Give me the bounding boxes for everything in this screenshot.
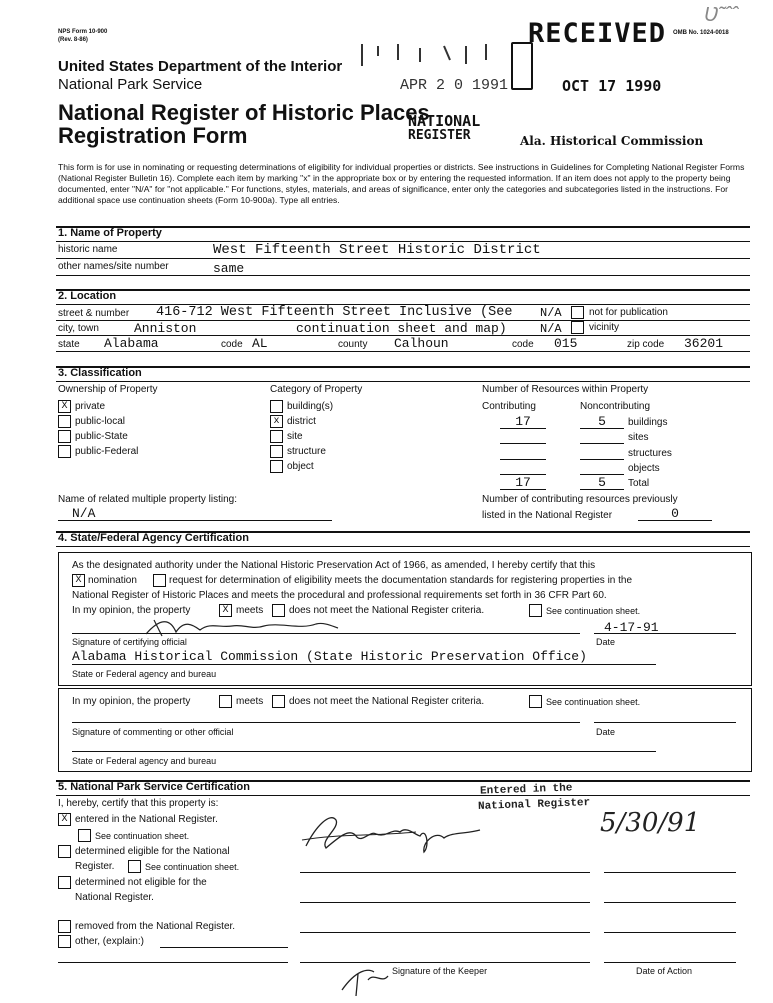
category-buildings-checkbox[interactable] bbox=[270, 400, 283, 413]
entered-see-label: See continuation sheet. bbox=[95, 831, 190, 841]
removed-checkbox[interactable] bbox=[58, 920, 71, 933]
request-checkbox[interactable] bbox=[153, 574, 166, 587]
zip-label: zip code bbox=[627, 339, 665, 350]
historic-name-label: historic name bbox=[58, 244, 118, 255]
certification-line3: National Register of Historic Places and meets the procedural and professional requirements set forth in 36 CFR Part 60. bbox=[72, 590, 607, 601]
street-label: street & number bbox=[58, 308, 130, 319]
resource-row-label: sites bbox=[628, 432, 649, 443]
eligible-see-checkbox[interactable] bbox=[128, 860, 141, 873]
keeper-label: Signature of the Keeper bbox=[392, 966, 488, 976]
opinion2-does-not-label: does not meet the National Register criteria. bbox=[289, 696, 485, 707]
field-rule bbox=[56, 258, 750, 259]
agency-underline bbox=[72, 664, 656, 665]
not-eligible-label: determined not eligible for the bbox=[75, 877, 207, 888]
nomination-checkbox[interactable]: X bbox=[72, 574, 85, 587]
ownership-public-state-checkbox[interactable] bbox=[58, 430, 71, 443]
related-listing-label: Name of related multiple property listing: bbox=[58, 494, 237, 505]
resource-noncontributing-total[interactable]: 5 bbox=[598, 475, 606, 490]
section-rule bbox=[56, 546, 750, 547]
meets-checkbox[interactable]: X bbox=[219, 604, 232, 617]
resource-row-label: structures bbox=[628, 448, 672, 459]
nomination-label: nomination bbox=[88, 575, 137, 586]
oct-date-stamp: OCT 17 1990 bbox=[562, 77, 662, 95]
section5-heading: 5. National Park Service Certification bbox=[58, 781, 250, 793]
resource-row-label: objects bbox=[628, 463, 660, 474]
date-label: Date bbox=[596, 637, 616, 647]
keeper-date-line bbox=[604, 872, 736, 873]
resource-total-label: Total bbox=[628, 478, 650, 489]
keeper-date-line bbox=[604, 962, 736, 963]
county-value[interactable]: Calhoun bbox=[394, 336, 449, 351]
historic-name-value[interactable]: West Fifteenth Street Historic District bbox=[213, 242, 541, 258]
agency-label: State or Federal agency and bureau bbox=[72, 669, 217, 679]
category-district-checkbox[interactable]: x bbox=[270, 415, 283, 428]
ownership-label: Ownership of Property bbox=[58, 384, 158, 395]
department-title: United States Department of the Interior bbox=[58, 58, 343, 75]
section2-heading: 2. Location bbox=[58, 290, 117, 302]
resource-underline bbox=[580, 459, 624, 460]
other-explain-underline bbox=[160, 947, 288, 948]
resources-label: Number of Resources within Property bbox=[482, 384, 649, 395]
keeper-date-line bbox=[604, 902, 736, 903]
state-code-label: code bbox=[221, 339, 243, 350]
resource-underline bbox=[580, 428, 624, 429]
keeper-line bbox=[300, 932, 590, 933]
city-na: N/A bbox=[540, 322, 562, 336]
ownership-public-state-label: public-State bbox=[75, 431, 128, 442]
field-rule bbox=[56, 351, 750, 352]
vicinity-checkbox[interactable] bbox=[571, 321, 584, 334]
not-eligible-label2: National Register. bbox=[75, 892, 154, 903]
request-label: request for determination of eligibility meets the documentation standards for registering properties in the bbox=[169, 575, 633, 586]
commenting-label: Signature of commenting or other official bbox=[72, 727, 234, 737]
previously-listed-label2: listed in the National Register bbox=[482, 510, 613, 521]
ownership-private-checkbox[interactable]: X bbox=[58, 400, 71, 413]
previously-listed-value[interactable]: 0 bbox=[671, 506, 679, 521]
commenting-underline bbox=[72, 722, 580, 723]
county-code-value[interactable]: 015 bbox=[554, 336, 578, 351]
stamp-smudge bbox=[358, 42, 496, 72]
date2-label: Date bbox=[596, 727, 616, 737]
entered-stamp-line1: Entered in the bbox=[479, 782, 573, 798]
resource-underline bbox=[500, 443, 546, 444]
field-rule bbox=[56, 275, 750, 276]
eligible-see-label: See continuation sheet. bbox=[145, 862, 240, 872]
entered-see-checkbox[interactable] bbox=[78, 829, 91, 842]
keeper-signature bbox=[296, 806, 496, 854]
resource-noncontributing-value[interactable]: 5 bbox=[598, 414, 606, 429]
certification-date-value[interactable]: 4-17-91 bbox=[604, 620, 659, 635]
section1-heading: 1. Name of Property bbox=[58, 227, 162, 239]
entered-label: entered in the National Register. bbox=[75, 814, 218, 825]
zip-value[interactable]: 36201 bbox=[684, 336, 724, 351]
opinion2-meets-checkbox[interactable] bbox=[219, 695, 232, 708]
signature-underline bbox=[72, 633, 580, 634]
vicinity-label: vicinity bbox=[589, 322, 620, 333]
state-value[interactable]: Alabama bbox=[104, 336, 159, 351]
resource-underline bbox=[500, 428, 546, 429]
form-title-line2: Registration Form bbox=[58, 123, 248, 148]
section-rule bbox=[56, 366, 750, 368]
ownership-public-federal-checkbox[interactable] bbox=[58, 445, 71, 458]
keeper-date-line bbox=[604, 932, 736, 933]
noncontributing-label: Noncontributing bbox=[580, 401, 651, 412]
omb-number: OMB No. 1024-0018 bbox=[673, 30, 729, 36]
contributing-label: Contributing bbox=[482, 401, 536, 412]
ownership-private-label: private bbox=[75, 401, 106, 412]
action-date-value[interactable]: 5/30/91 bbox=[600, 808, 701, 838]
resource-row-label: buildings bbox=[628, 417, 668, 428]
state-label: state bbox=[58, 339, 80, 350]
opinion2-label: In my opinion, the property bbox=[72, 696, 191, 707]
register-label: Register. bbox=[75, 861, 115, 872]
category-object-checkbox[interactable] bbox=[270, 460, 283, 473]
ownership-public-local-label: public-local bbox=[75, 416, 126, 427]
category-structure-checkbox[interactable] bbox=[270, 445, 283, 458]
category-site-checkbox[interactable] bbox=[270, 430, 283, 443]
service-title: National Park Service bbox=[58, 76, 203, 93]
ownership-public-local-checkbox[interactable] bbox=[58, 415, 71, 428]
form-number: NPS Form 10-900 bbox=[58, 29, 108, 35]
resource-contributing-value[interactable]: 17 bbox=[515, 414, 531, 429]
section-rule bbox=[56, 381, 750, 382]
keeper-line bbox=[300, 902, 590, 903]
previously-listed-label1: Number of contributing resources previously bbox=[482, 494, 678, 505]
received-date-stamp: APR 2 0 1991 bbox=[400, 77, 509, 94]
not-eligible-checkbox[interactable] bbox=[58, 876, 71, 889]
removed-label: removed from the National Register. bbox=[75, 921, 236, 932]
county-label: county bbox=[338, 339, 368, 350]
other-names-label: other names/site number bbox=[58, 261, 169, 272]
not-for-publication-checkbox[interactable] bbox=[571, 306, 584, 319]
agency-value[interactable]: Alabama Historical Commission (State Historic Preservation Office) bbox=[72, 649, 587, 664]
instructions-paragraph: This form is for use in nominating or requesting determinations of eligibility for individual properties or districts. See instructions in Guidelines for Completing National Register Forms (National Register Bulletin 16). Complete each item by marking "x" in the appropriate box or by entering the requested information. If an item does not apply to the property being documented, enter "N/A" for "not applicable." For functions, styles, materials, and areas of significance, enter only the categories and subcategories listed in the instructions. For additional space use continuation sheets (Form 10-900a). Type all entries. bbox=[58, 162, 745, 205]
related-listing-underline bbox=[58, 520, 332, 521]
street-na: N/A bbox=[540, 306, 562, 320]
ownership-public-federal-label: public-Federal bbox=[75, 446, 139, 457]
form-title-line1: National Register of Historic Places bbox=[58, 100, 430, 125]
does-not-meet-label: does not meet the National Register criteria. bbox=[289, 605, 485, 616]
opinion-label: In my opinion, the property bbox=[72, 605, 191, 616]
city-value[interactable]: Anniston bbox=[134, 321, 197, 336]
county-code-label: code bbox=[512, 339, 534, 350]
section-rule bbox=[56, 795, 750, 796]
corner-handwriting: Ʋ˜ˆˆ bbox=[704, 4, 739, 26]
action-date-label: Date of Action bbox=[636, 966, 693, 976]
section4-heading: 4. State/Federal Agency Certification bbox=[58, 532, 249, 544]
opinion2-see-checkbox[interactable] bbox=[529, 695, 542, 708]
previously-listed-underline bbox=[638, 520, 712, 521]
nps-certify-label: I, hereby, certify that this property is: bbox=[58, 798, 219, 809]
opinion2-does-not-checkbox[interactable] bbox=[272, 695, 285, 708]
resource-underline bbox=[580, 443, 624, 444]
other-names-value[interactable]: same bbox=[213, 261, 245, 276]
other-explain-underline2 bbox=[58, 962, 288, 963]
other-label: other, (explain:) bbox=[75, 936, 144, 947]
category-buildings-label: building(s) bbox=[287, 401, 334, 412]
keeper-line bbox=[300, 872, 590, 873]
section3-heading: 3. Classification bbox=[58, 367, 142, 379]
city-label: city, town bbox=[58, 323, 99, 334]
opinion2-meets-label: meets bbox=[236, 696, 264, 707]
alabama-commission-stamp: Ala. Historical Commission bbox=[520, 134, 704, 148]
register-stamp: REGISTER bbox=[408, 128, 471, 143]
category-label: Category of Property bbox=[270, 384, 363, 395]
entered-checkbox[interactable]: X bbox=[58, 813, 71, 826]
signature-label: Signature of certifying official bbox=[72, 637, 187, 647]
meets-label: meets bbox=[236, 605, 264, 616]
not-for-publication-label: not for publication bbox=[589, 307, 668, 318]
section-rule bbox=[56, 289, 750, 291]
stamp-bracket bbox=[511, 42, 533, 90]
city-continuation: continuation sheet and map) bbox=[296, 321, 507, 336]
state-code-value[interactable]: AL bbox=[252, 336, 268, 351]
category-district-label: district bbox=[287, 416, 316, 427]
determined-eligible-label: determined eligible for the National bbox=[75, 846, 230, 857]
agency2-label: State or Federal agency and bureau bbox=[72, 756, 217, 766]
opinion2-see-label: See continuation sheet. bbox=[546, 697, 641, 707]
date2-underline bbox=[594, 722, 736, 723]
category-site-label: site bbox=[287, 431, 303, 442]
resource-underline bbox=[500, 459, 546, 460]
resource-underline bbox=[500, 489, 546, 490]
certification-line1: As the designated authority under the National Historic Preservation Act of 1966, as amended, I hereby certify that this bbox=[72, 560, 596, 571]
see-continuation-label: See continuation sheet. bbox=[546, 606, 641, 616]
national-stamp: NATIONAL bbox=[408, 112, 481, 130]
category-object-label: object bbox=[287, 461, 314, 472]
other-checkbox[interactable] bbox=[58, 935, 71, 948]
resource-underline bbox=[580, 489, 624, 490]
related-listing-value[interactable]: N/A bbox=[72, 506, 96, 521]
form-revision: (Rev. 8-86) bbox=[58, 37, 88, 43]
determined-eligible-checkbox[interactable] bbox=[58, 845, 71, 858]
street-value[interactable]: 416-712 West Fifteenth Street Inclusive (See bbox=[156, 305, 513, 320]
see-continuation-checkbox[interactable] bbox=[529, 604, 542, 617]
agency2-underline bbox=[72, 751, 656, 752]
category-structure-label: structure bbox=[287, 446, 326, 457]
resource-contributing-total[interactable]: 17 bbox=[515, 475, 531, 490]
entered-stamp-line2: National Register bbox=[477, 797, 591, 813]
date-underline bbox=[594, 633, 736, 634]
received-stamp: RECEIVED bbox=[528, 18, 667, 49]
keeper-initials-mark bbox=[338, 960, 398, 998]
